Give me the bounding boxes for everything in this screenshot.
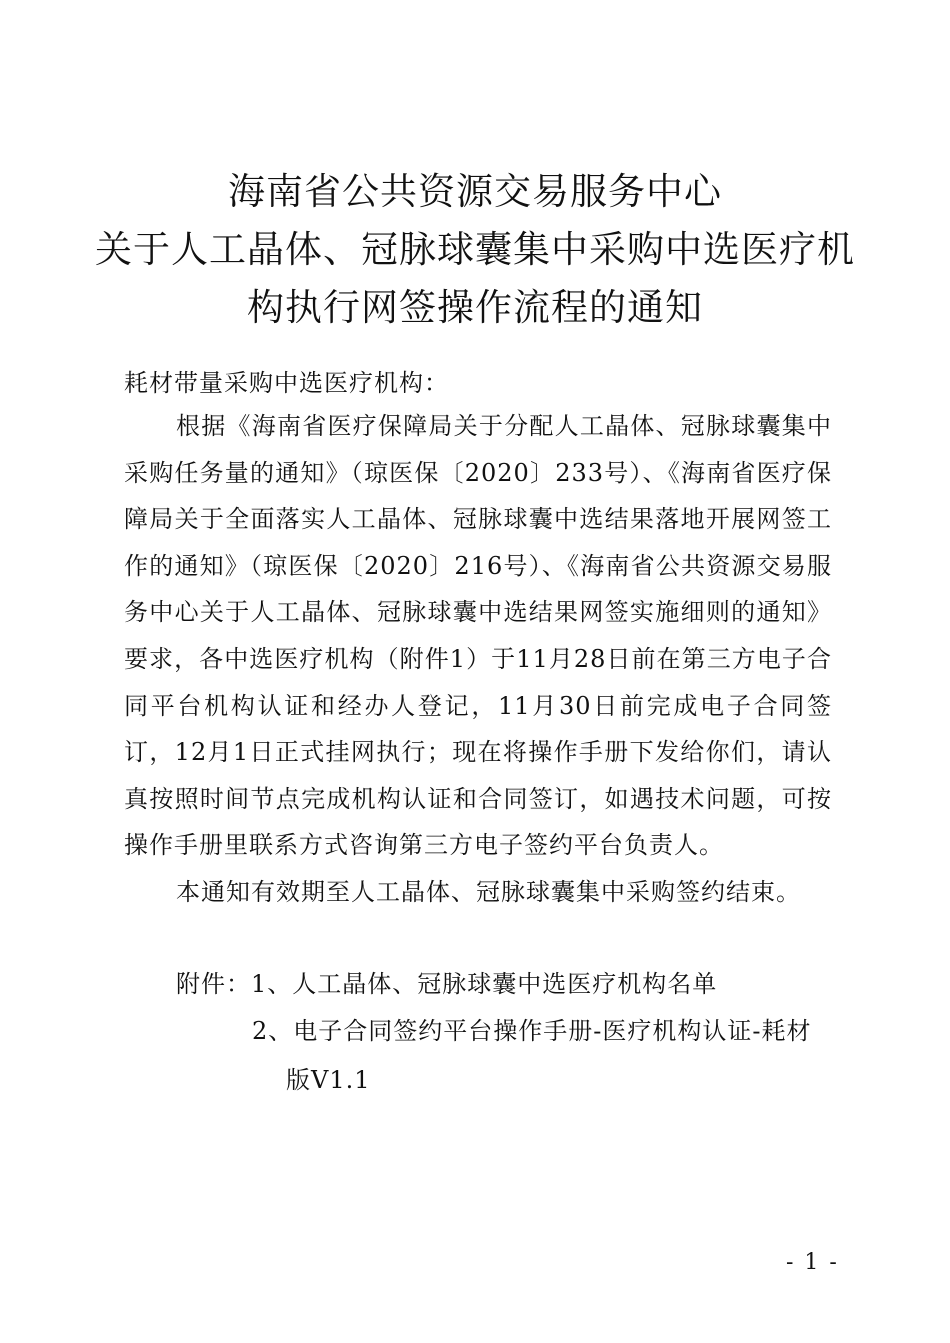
body-paragraph-main: 根据《海南省医疗保障局关于分配人工晶体、冠脉球囊集中采购任务量的通知》（琼医保〔2020〕233号）、《海南省医疗保障局关于全面落实人工晶体、冠脉球囊中选结果落地开展网签工作的通知》（琼医保〔2020〕216号）、《海南省公共资源交易服务中心关于人工晶体、冠脉球囊中选结果网签实施细则的通知》要求，各中选医疗机构（附件1）于11月28日前在第三方电子合同平台机构认证和经办人登记，11月30日前完成电子合同签订，12月1日正式挂网执行；现在将操作手册下发给你们，请认真按照时间节点完成机构认证和合同签订，如遇技术问题，可按操作手册里联系方式咨询第三方电子签约平台负责人。: [124, 412, 832, 860]
attachment-item-2-continued: 版V1.1: [286, 1066, 371, 1094]
body-paragraph-validity: 本通知有效期至人工晶体、冠脉球囊集中采购签约结束。: [176, 878, 801, 906]
title-line-1: 海南省公共资源交易服务中心: [228, 170, 722, 213]
page-number: - 1 -: [786, 1250, 839, 1275]
salutation: 耗材带量采购中选医疗机构：: [124, 369, 449, 397]
attachment-item-1: 附件：1、人工晶体、冠脉球囊中选医疗机构名单: [176, 970, 718, 998]
title-line-2: 关于人工晶体、冠脉球囊集中采购中选医疗机: [95, 228, 855, 271]
attachment-item-2: 2、电子合同签约平台操作手册-医疗机构认证-耗材: [252, 1017, 812, 1045]
document-title: [60, 163, 890, 337]
title-line-3: 构执行网签操作流程的通知: [247, 286, 703, 329]
